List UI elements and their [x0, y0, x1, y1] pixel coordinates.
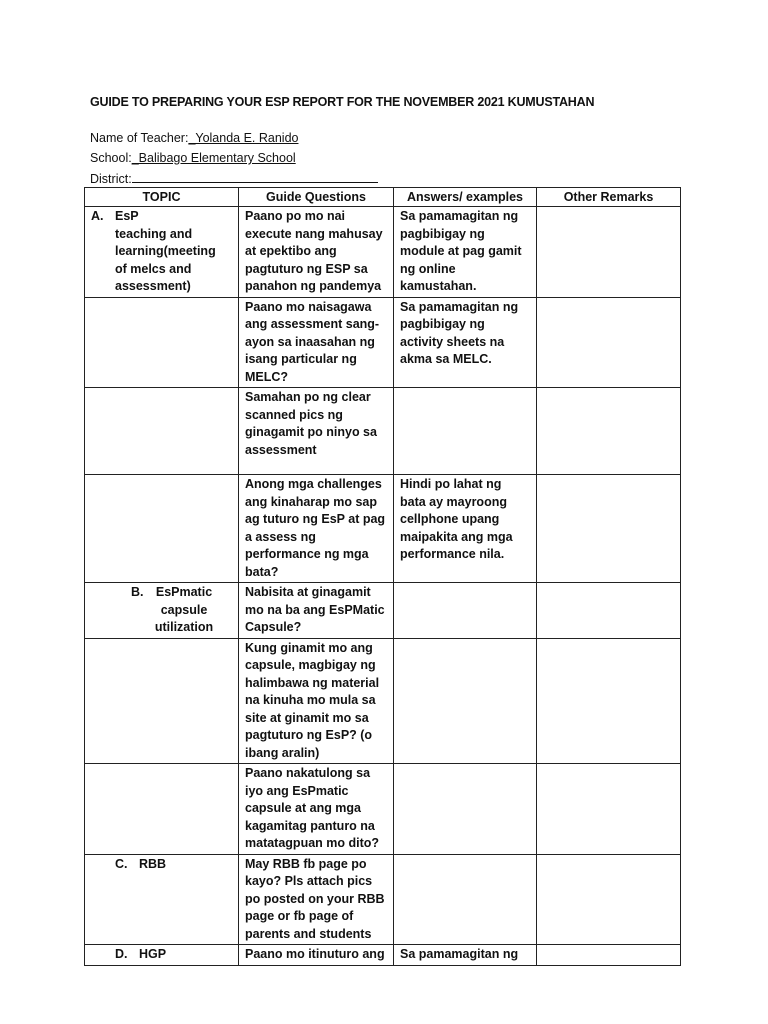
- topic-cell-a: [85, 207, 239, 298]
- question-cell: Paano po mo nai execute nang mahusay at epektibo ang pagtuturo ng ESP sa panahon ng pandemya: [239, 207, 394, 298]
- topic-cell-c: [85, 854, 239, 945]
- table-row: [85, 764, 681, 855]
- remarks-cell: [537, 854, 681, 945]
- topic-a-letter: A.: [91, 209, 104, 223]
- topic-b-letter: B.: [131, 585, 144, 599]
- remarks-cell: [537, 764, 681, 855]
- question-cell: Samahan po ng clear scanned pics ng ginagamit po ninyo sa assessment: [239, 388, 394, 475]
- table-row: [85, 388, 681, 475]
- topic-a-text: EsP teaching and learning(meeting of melcs and assessment): [115, 209, 216, 293]
- topic-c-text: RBB: [139, 856, 167, 871]
- topic-cell-empty: [85, 638, 239, 764]
- question-cell: Paano nakatulong sa iyo ang EsPmatic capsule at ang mga kagamitag panturo na matatagpuan mo dito?: [239, 764, 394, 855]
- topic-d-letter: D.: [115, 947, 128, 961]
- header-guide-questions: Guide Questions: [239, 188, 394, 207]
- document-title: GUIDE TO PREPARING YOUR ESP REPORT FOR THE NOVEMBER 2021 KUMUSTAHAN: [90, 95, 595, 109]
- header-other-remarks: Other Remarks: [537, 188, 681, 207]
- topic-d-text: HGP: [139, 947, 167, 961]
- question-cell: Paano mo itinuturo ang: [239, 945, 394, 966]
- remarks-cell: [537, 207, 681, 298]
- answer-cell: [394, 764, 537, 855]
- table-row: [85, 945, 681, 966]
- question-cell: Paano mo naisagawa ang assessment sang-ayon sa inaasahan ng isang particular ng MELC?: [239, 297, 394, 388]
- remarks-cell: [537, 475, 681, 583]
- answer-cell: [394, 854, 537, 945]
- header-topic: TOPIC: [85, 188, 239, 207]
- table-row: [85, 854, 681, 945]
- table-row: [85, 475, 681, 583]
- question-cell: Kung ginamit mo ang capsule, magbigay ng halimbawa ng material na kinuha mo mula sa site at ginamit mo sa pagtuturo ng EsP? (o ibang aralin): [239, 638, 394, 764]
- topic-cell-empty: [85, 388, 239, 475]
- table-row: [85, 638, 681, 764]
- report-table: [84, 187, 681, 966]
- table-row: [85, 207, 681, 298]
- remarks-cell: [537, 638, 681, 764]
- answer-cell: Sa pamamagitan ng pagbibigay ng activity sheets na akma sa MELC.: [394, 297, 537, 388]
- topic-cell-d: [85, 945, 239, 966]
- school-value: _Balibago Elementary School: [131, 151, 296, 165]
- topic-b-text: EsPmatic capsule utilization: [154, 585, 214, 634]
- district-label: District:: [90, 172, 132, 186]
- teacher-value: _Yolanda E. Ranido: [188, 131, 299, 145]
- topic-cell-empty: [85, 764, 239, 855]
- school-label: School:: [90, 151, 132, 165]
- topic-cell-empty: [85, 297, 239, 388]
- answer-cell: [394, 583, 537, 639]
- answer-cell: [394, 388, 537, 475]
- answer-cell: [394, 638, 537, 764]
- table-header-row: [85, 188, 681, 207]
- table-row: [85, 297, 681, 388]
- school-line: [90, 151, 296, 165]
- answer-cell: Hindi po lahat ng bata ay mayroong cellphone upang maipakita ang mga performance nila.: [394, 475, 537, 583]
- question-cell: Anong mga challenges ang kinaharap mo sap ag tuturo ng EsP at pag a assess ng performance ng mga bata?: [239, 475, 394, 583]
- remarks-cell: [537, 583, 681, 639]
- remarks-cell: [537, 388, 681, 475]
- answer-cell: Sa pamamagitan ng pagbibigay ng module at pag gamit ng online kamustahan.: [394, 207, 537, 298]
- answer-cell: Sa pamamagitan ng: [394, 945, 537, 966]
- district-line: [90, 170, 378, 186]
- remarks-cell: [537, 945, 681, 966]
- topic-cell-empty: [85, 475, 239, 583]
- topic-cell-b: [85, 583, 239, 639]
- question-cell: May RBB fb page po kayo? Pls attach pics po posted on your RBB page or fb page of parents and students: [239, 854, 394, 945]
- topic-c-letter: C.: [115, 856, 128, 871]
- header-answers: Answers/ examples: [394, 188, 537, 207]
- district-blank-line: [132, 170, 378, 183]
- table-row: [85, 583, 681, 639]
- remarks-cell: [537, 297, 681, 388]
- question-cell: Nabisita at ginagamit mo na ba ang EsPMatic Capsule?: [239, 583, 394, 639]
- teacher-label: Name of Teacher:: [90, 131, 189, 145]
- teacher-line: [90, 131, 298, 145]
